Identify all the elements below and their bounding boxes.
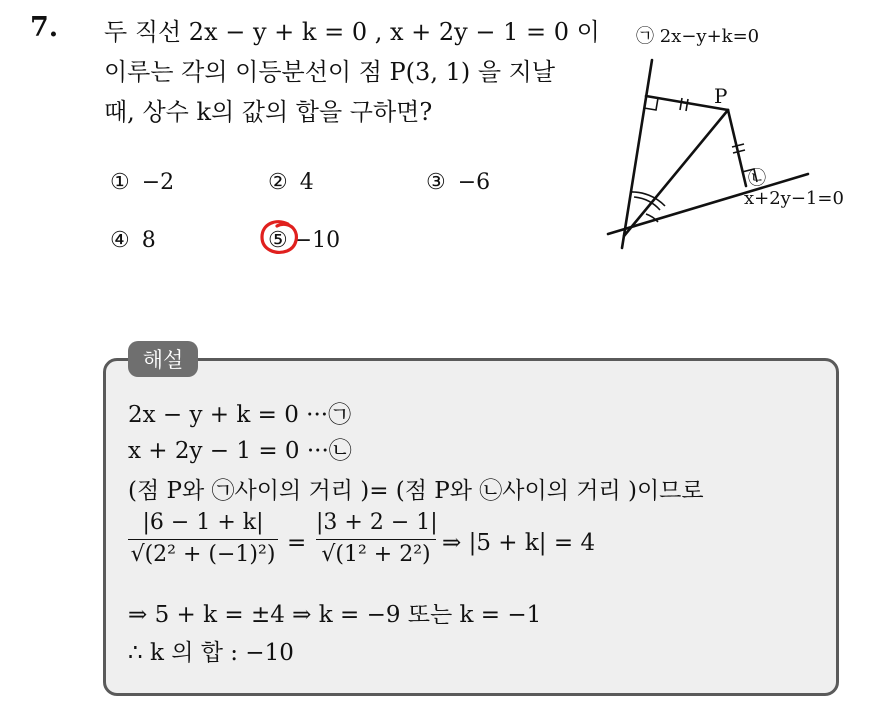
solution-tag: 해설 <box>128 341 198 377</box>
solution-line-2: x + 2y − 1 = 0 ···㉡ <box>128 438 352 464</box>
figure-diagram <box>596 14 876 262</box>
question-line-1: 두 직선 2x − y + k = 0 , x + 2y − 1 = 0 이 <box>104 18 600 46</box>
figure-label-line-a: ㉠ 2x−y+k=0 <box>636 26 760 47</box>
fraction-right-denominator: √(1² + 2²) <box>321 542 431 567</box>
question-number: 7. <box>30 12 59 43</box>
solution-line-1: 2x − y + k = 0 ···㉠ <box>128 402 352 428</box>
option-3[interactable] <box>426 170 490 195</box>
option-1[interactable] <box>110 170 174 195</box>
solution-line-6: ∴ k 의 합 : −10 <box>128 640 294 666</box>
figure-lines <box>596 14 876 262</box>
fraction-result: ⇒ |5 + k| = 4 <box>442 530 596 556</box>
fraction-left <box>128 510 278 567</box>
option-2[interactable] <box>268 170 314 195</box>
fraction-right <box>316 510 436 567</box>
figure-point-p: P <box>714 84 728 108</box>
fraction-right-numerator: |3 + 2 − 1| <box>316 510 438 535</box>
option-2-text: 4 <box>299 170 314 195</box>
fraction-equals: = <box>287 530 307 556</box>
fraction-left-numerator: |6 − 1 + k| <box>142 510 264 535</box>
option-4-number: ④ <box>110 228 130 253</box>
option-3-text: −6 <box>457 170 491 195</box>
solution-line-3: (점 P와 ㉠사이의 거리 )= (점 P와 ㉡사이의 거리 )이므로 <box>128 478 704 504</box>
question-line-3: 때, 상수 k의 값의 합을 구하면? <box>104 98 433 126</box>
figure-label-circled-b: ㉡ <box>748 168 766 189</box>
option-1-text: −2 <box>141 170 175 195</box>
option-4[interactable] <box>110 228 156 253</box>
bisector <box>624 110 728 236</box>
fraction-left-denominator: √(2² + (−1)²) <box>130 542 276 567</box>
option-5-number: ⑤ <box>268 228 288 253</box>
figure-label-line-b: x+2y−1=0 <box>744 188 844 209</box>
option-4-text: 8 <box>141 228 156 253</box>
answer-circle-mark <box>258 218 302 258</box>
option-5-text: −10 <box>293 228 341 253</box>
solution-line-5: ⇒ 5 + k = ±4 ⇒ k = −9 또는 k = −1 <box>128 602 542 628</box>
question-line-2: 이루는 각의 이등분선이 점 P(3, 1) 을 지날 <box>104 58 556 86</box>
option-3-number: ③ <box>426 170 446 195</box>
option-2-number: ② <box>268 170 288 195</box>
perpendicular-2 <box>728 110 746 186</box>
option-1-number: ① <box>110 170 130 195</box>
